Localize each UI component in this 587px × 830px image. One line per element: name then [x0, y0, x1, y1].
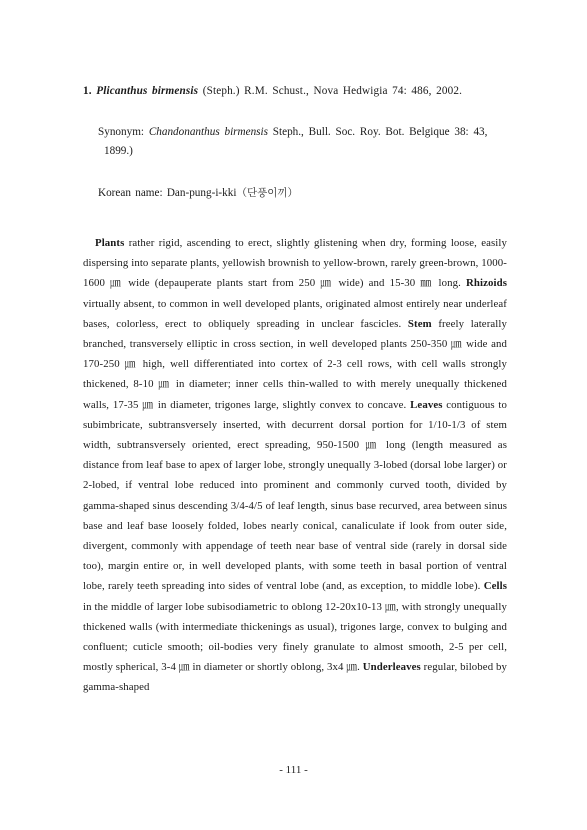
description-text: rather rigid, ascending to erect, slightly glistening when dry, forming loose, easily dispersing into separate plants, yellowish brownish to yellow-brown, rarely green-brown, 1000-1600 ㎛ wide (depauperate plants start from 250 ㎛ wide) and 15-30 ㎜ long. [83, 237, 507, 290]
description-text: freely laterally branched, transversely elliptic in cross section, in well developed plants 250-350 ㎛ wide and 170-250 ㎛ high, well differentiated into cortex of 2-3 cell rows, with cell walls strongly thickened, 8-10 ㎛ in diameter; inner cells thin-walled to with merely unequally thickened walls, 17-35 ㎛ in diameter, trigones large, slightly convex to concave. [83, 317, 507, 411]
species-heading [83, 83, 523, 99]
description-text: in the middle of larger lobe subisodiametric to oblong 12-20x10-13 ㎛, with strongly unequally thickened walls (with intermediate thickenings as usual), trigones large, convex to bulging and confluent; cuticle smooth; oil-bodies very finely granulate to almost smooth, 2-5 per cell, mostly spherical, 3-4 ㎛ in diameter or shortly oblong, 3x4 ㎛. [83, 600, 507, 674]
description-term: Underleaves [362, 661, 421, 674]
synonym-species: Chandonanthus birmensis [148, 126, 268, 138]
korean-name-hangul: （단풍이끼） [236, 187, 299, 199]
korean-name [98, 185, 298, 201]
page-number: - 111 - [279, 764, 308, 776]
species-citation: (Steph.) R.M. Schust., Nova Hedwigia 74: 486, 2002. [202, 85, 463, 97]
synonym-year: 1899.) [104, 145, 133, 157]
description-text: contiguous to subimbricate, subtransversely inserted, with decurrent dorsal portion for 1/10-1/3 of stem width, subtransversely oriented, erect spreading, 950-1500 ㎛ long (length measured as distance from leaf base to apex of larger lobe, strongly unequally 3-lobed (dorsal lobe larger) or 2-lobed, if ventral lobe reduced into prominent and commonly curved tooth, divided by gamma-shaped sinus descending 3/4-4/5 of leaf length, sinus base recurved, area between sinus base and leaf base loosely folded, lobes nearly conical, canaliculate if look from outer side, divergent, commonly with appendage of teeth near base of ventral side (rarely in dorsal side too), margin entire or, in well developed plants, with some teeth in basal portion of ventral lobe, rarely teeth spreading into sides of ventral lobe (and, as exception, to middle lobe). [83, 398, 507, 593]
synonym-label: Synonym: [98, 126, 145, 138]
species-name: Plicanthus birmensis [96, 85, 199, 97]
korean-name-label: Korean name: Dan-pung-i-kki [98, 187, 237, 199]
description-text: regular, bilobed by gamma-shaped [83, 661, 507, 694]
description-term: Stem [407, 317, 432, 330]
synonym-block [98, 123, 506, 161]
description-term: Plants [95, 237, 125, 249]
synonym-citation: Steph., Bull. Soc. Roy. Bot. Belgique 38: 43, [272, 126, 488, 138]
description-term: Rhizoids [466, 277, 507, 290]
species-description [83, 233, 507, 753]
description-text: virtually absent, to common in well developed plants, originated almost entirely near underleaf bases, colorless, erect to obliquely spreading in unclear fascicles. [83, 297, 507, 330]
description-term: Cells [483, 580, 507, 593]
description-term: Leaves [410, 398, 443, 411]
species-number: 1. [83, 85, 92, 97]
